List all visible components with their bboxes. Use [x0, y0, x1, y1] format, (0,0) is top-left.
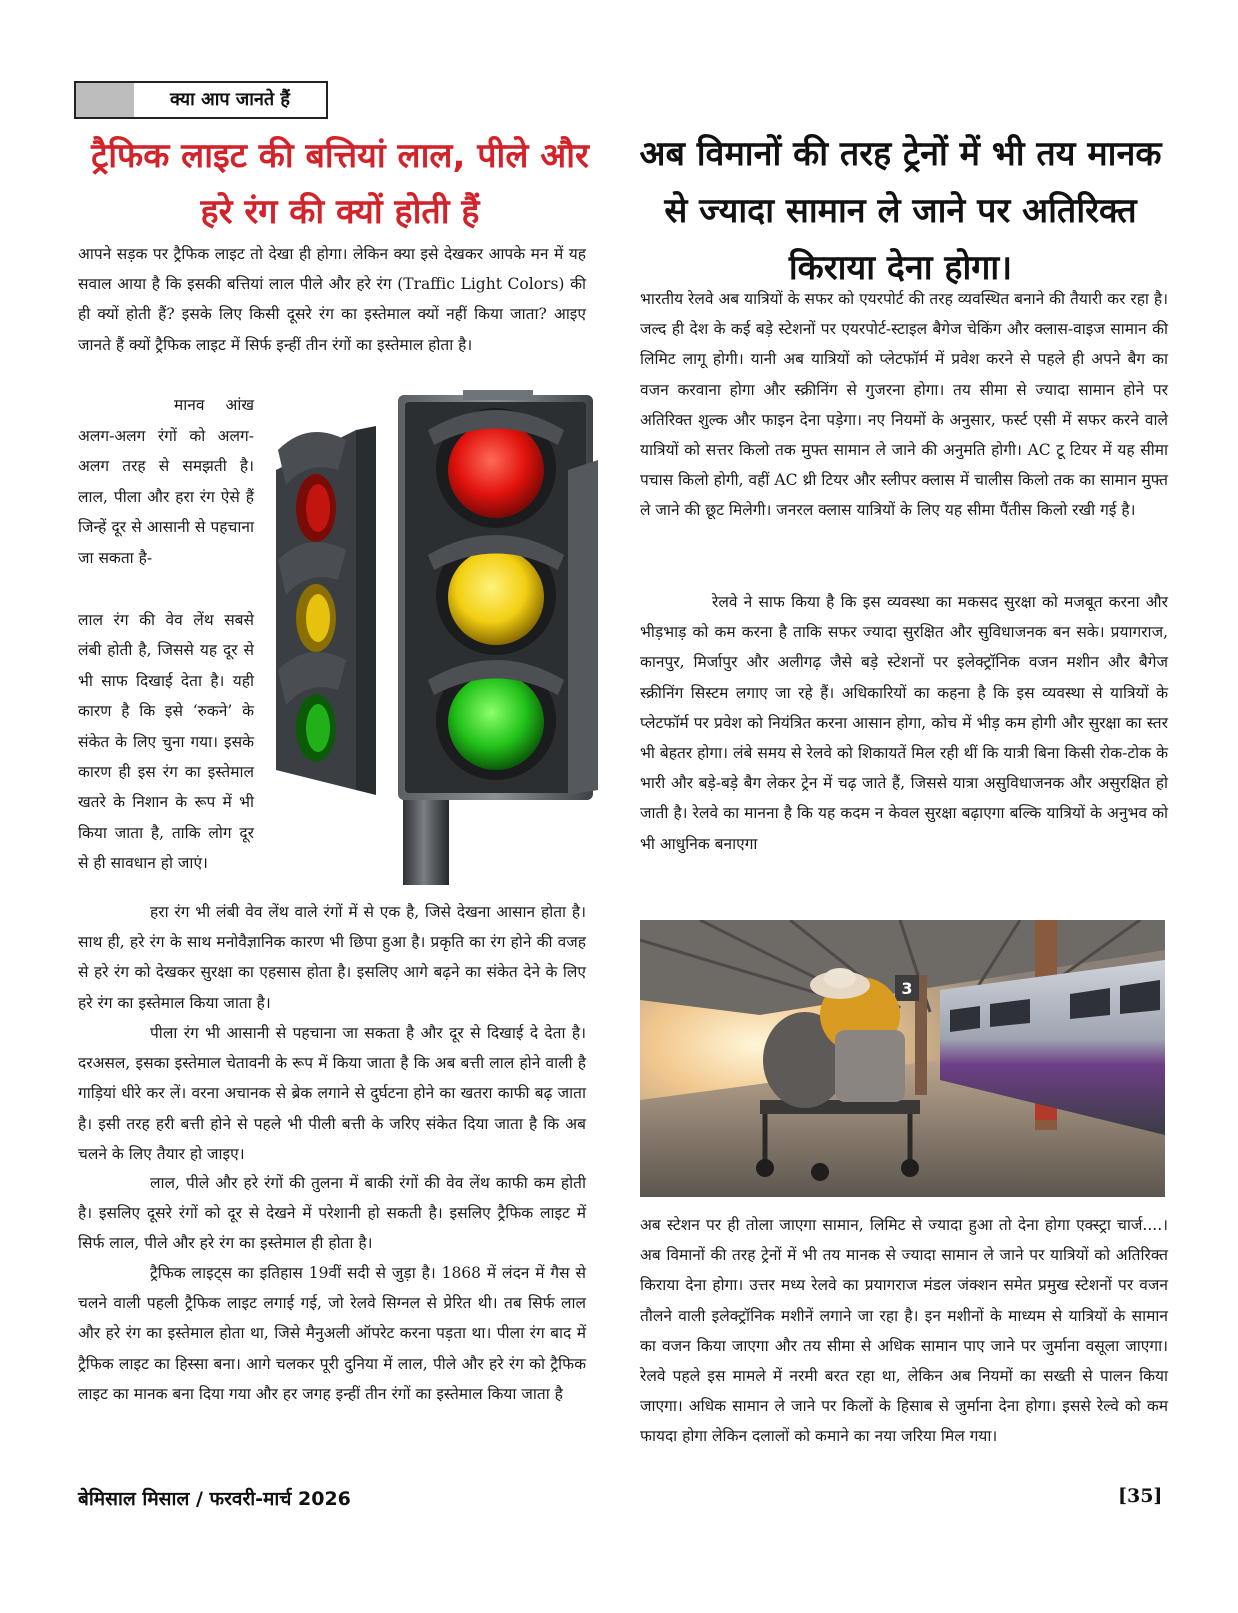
left-intro-paragraph: आपने सड़क पर ट्रैफिक लाइट तो देखा ही होगा। लेकिन क्या इसे देखकर आपके मन में यह सवाल आया है कि इसकी बत्तियां लाल पीले और हरे रंग (Traffic Light Colors) की ही क्यों होती हैं? इसके लिए किसी दूसरे रंग का इस्तेमाल क्यों नहीं किया जाता? आइए जानते हैं क्यों ट्रैफिक लाइट में सिर्फ इन्हीं तीन रंगों का इस्तेमाल होता है।	[78, 245, 586, 354]
left-paragraph-green: हरा रंग भी लंबी वेव लेंथ वाले रंगों में से एक है, जिसे देखना आसान होता है। साथ ही, हरे रंग के साथ मनोवैज्ञानिक कारण भी छिपा हुआ है। प्रकृति का रंग होने की वजह से हरे रंग को देखकर सुरक्षा का एहसास होता है। इसलिए आगे बढ़ने का संकेत देने के लिए हरे रंग का इस्तेमाल किया जाता है।	[78, 903, 586, 1012]
section-label: क्या आप जानते हैं	[170, 89, 290, 110]
page-number: [35]	[1118, 1485, 1163, 1507]
railway-platform-luggage-image	[640, 920, 1165, 1197]
left-paragraph-yellow: पीला रंग भी आसानी से पहचाना जा सकता है और दूर से दिखाई दे देता है। दरअसल, इसका इस्तेमाल चेतावनी के रूप में किया जाता है कि अब बत्ती लाल होने वाली है गाड़ियां धीरे कर लें। वरना अचानक से ब्रेक लगाने से दुर्घटना होने का खतरा काफी बढ़ जाता है। इसी तरह हरी बत्ती होने से पहले भी पीली बत्ती के जरिए संकेत दिया जाता है कि अब चलने के लिए तैयार हो जाइए।	[78, 1024, 586, 1163]
right-paragraph-1: भारतीय रेलवे अब यात्रियों के सफर को एयरपोर्ट की तरह व्यवस्थित बनाने की तैयारी कर रहा है। जल्द ही देश के कई बड़े स्टेशनों पर एयरपोर्ट-स्टाइल बैगेज चेकिंग और क्लास-वाइज सामान की लिमिट लागू होगी। यानी अब यात्रियों को प्लेटफॉर्म में प्रवेश करने से पहले ही अपने बैग का वजन करवाना होगा और स्क्रीनिंग से गुजरना होगा। तय सीमा से ज्यादा सामान होने पर अतिरिक्त शुल्क और फाइन देना पड़ेगा। नए नियमों के अनुसार, फर्स्ट एसी में सफर करने वाले यात्रियों को सत्तर किलो तक मुफ्त सामान ले जाने की अनुमति होगी। AC टू टियर में यह सीमा पचास किलो होगी, वहीं AC थ्री टियर और स्लीपर क्लास में चालीस किलो तक का सामान मुफ्त ले जाने की छूट मिलेगी। जनरल क्लास यात्रियों के लिए यह सीमा पैंतीस किलो रखी गई है।	[640, 290, 1168, 520]
left-paragraph-compare: लाल, पीले और हरे रंगों की तुलना में बाकी रंगों की वेव लेंथ काफी कम होती है। इसलिए दूसरे रंगों को दूर से देखने में परेशानी हो सकती है। इसलिए ट्रैफिक लाइट में सिर्फ लाल, पीले और हरे रंग का इस्तेमाल ही होता है।	[78, 1174, 586, 1253]
left-side-paragraph-2: लाल रंग की वेव लेंथ सबसे लंबी होती है, जिससे यह दूर से भी साफ दिखाई देता है। यही कारण है कि इसे ‘रुकने’ के संकेत के लिए चुना गया। इसके कारण ही इस रंग का इस्तेमाल खतरे के निशान के रूप में भी किया जाता है, ताकि लोग दूर से ही सावधान हो जाएं।	[78, 611, 254, 873]
magazine-footer: बेमिसाल मिसाल / फरवरी-मार्च 2026	[78, 1488, 351, 1510]
right-article-title: अब विमानों की तरह ट्रेनों में भी तय मानक से ज्यादा सामान ले जाने पर अतिरिक्त किराया देना होगा।	[639, 134, 1162, 288]
left-paragraph-history: ट्रैफिक लाइट्स का इतिहास 19वीं सदी से जुड़ा है। 1868 में लंदन में गैस से चलने वाली पहली ट्रैफिक लाइट लगाई गई, जो रेलवे सिग्नल से प्रेरित थी। तब सिर्फ लाल और हरे रंग का इस्तेमाल होता था, जिसे मैनुअली ऑपरेट करना पड़ता था। पीला रंग बाद में ट्रैफिक लाइट का हिस्सा बना। आगे चलकर पूरी दुनिया में लाल, पीले और हरे रंग को ट्रैफिक लाइट का मानक बना दिया गया और हर जगह इन्हीं तीन रंगों का इस्तेमाल किया जाता है	[78, 1264, 586, 1403]
platform-number-sign: 3	[901, 979, 913, 998]
right-paragraph-2: रेलवे ने साफ किया है कि इस व्यवस्था का मकसद सुरक्षा को मजबूत करना और भीड़भाड़ को कम करना है ताकि सफर ज्यादा सुरक्षित और सुविधाजनक बन सके। प्रयागराज, कानपुर, मिर्जापुर और अलीगढ़ जैसे बड़े स्टेशनों पर इलेक्ट्रॉनिक वजन मशीन और बैगेज स्क्रीनिंग सिस्टम लगाए जा रहे हैं। अधिकारियों का कहना है कि इस व्यवस्था से यात्रियों के प्लेटफॉर्म पर प्रवेश को नियंत्रित करना आसान होगा, कोच में भीड़ कम होगी और सुरक्षा का स्तर भी बेहतर होगा। लंबे समय से रेलवे को शिकायतें मिल रही थीं कि यात्री बिना किसी रोक-टोक के भारी और बड़े-बड़े बैग लेकर ट्रेन में चढ़ जाते हैं, जिससे यात्रा असुविधाजनक और असुरक्षित हो जाती है। रेलवे का मानना है कि यह कदम न केवल सुरक्षा बढ़ाएगा बल्कि यात्रियों के अनुभव को भी आधुनिक बनाएगा	[640, 593, 1168, 853]
right-paragraph-3: अब स्टेशन पर ही तोला जाएगा सामान, लिमिट से ज्यादा हुआ तो देना होगा एक्स्ट्रा चार्ज....। अब विमानों की तरह ट्रेनों में भी तय मानक से ज्यादा सामान ले जाने पर यात्रियों को अतिरिक्त किराया देना होगा। उत्तर मध्य रेलवे का प्रयागराज मंडल जंक्शन समेत प्रमुख स्टेशनों पर वजन तौलने वाली इलेक्ट्रॉनिक मशीनें लगाने जा रहा है। इन मशीनों के माध्यम से यात्रियों के सामान का वजन किया जाएगा और तय सीमा से अधिक सामान पाए जाने पर जुर्माना वसूला जाएगा। रेलवे पहले इस मामले में नरमी बरत रहा था, लेकिन अब नियमों का सख्ती से पालन किया जाएगा। अधिक सामान ले जाने पर किलों के हिसाब से जुर्माना देना होगा। इससे रेल्वे को कम फायदा होगा लेकिन दलालों को कमाने का नया जरिया मिल गया।	[640, 1216, 1168, 1446]
left-side-paragraph-1: मानव आंख अलग-अलग रंगों को अलग-अलग तरह से समझती है। लाल, पीला और हरा रंग ऐसे हैं जिन्हें दूर से आसानी से पहचाना जा सकता है-	[78, 396, 254, 567]
traffic-light-image	[268, 390, 598, 885]
left-article-title: ट्रैफिक लाइट की बत्तियां लाल, पीले और हरे रंग की क्यों होती हैं	[91, 136, 589, 232]
label-gray-block	[76, 83, 134, 117]
section-label-box	[74, 81, 328, 119]
